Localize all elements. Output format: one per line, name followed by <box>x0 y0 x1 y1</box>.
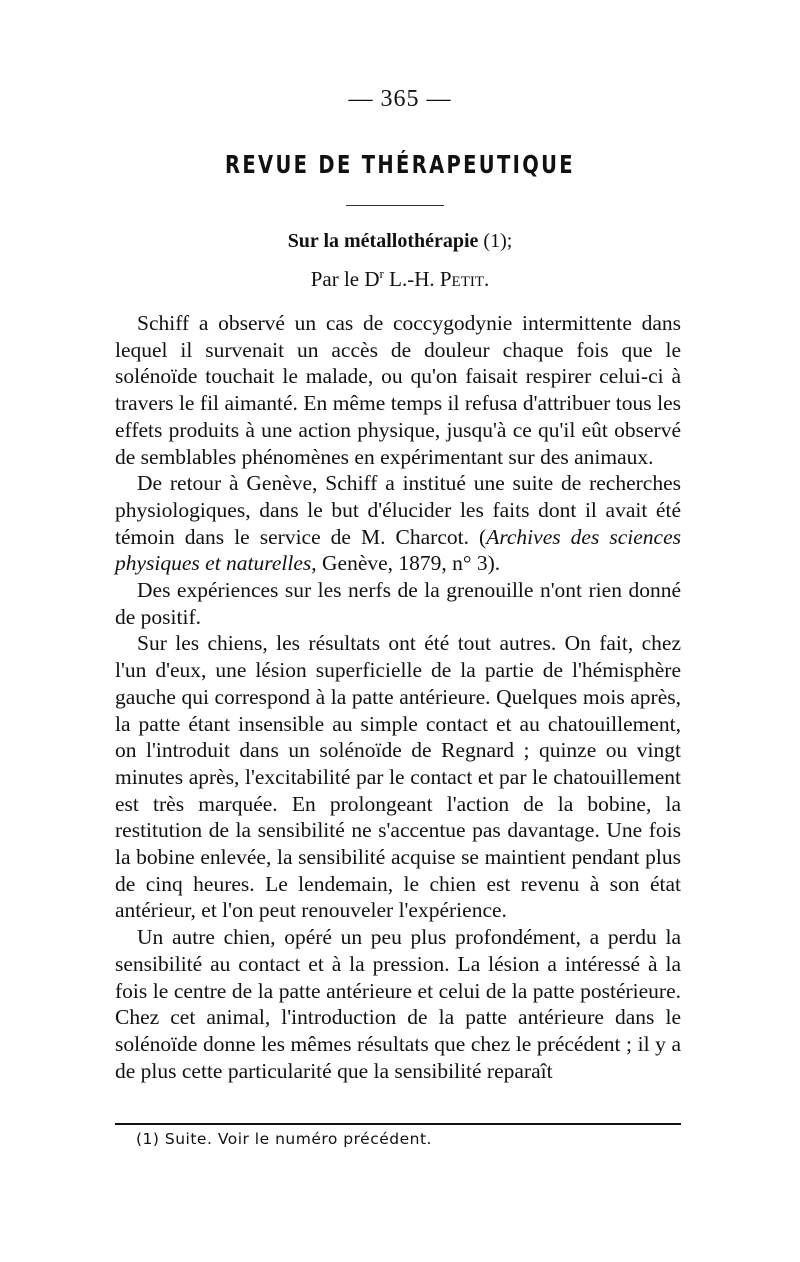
paragraph <box>115 470 681 577</box>
footnote-divider <box>115 1123 681 1125</box>
footnote: (1) Suite. Voir le numéro précédent. <box>136 1130 432 1148</box>
page-number: — 365 — <box>348 86 452 112</box>
citation-title: Archives des sciences physiques et naturelles <box>115 524 681 576</box>
footnote-reference: (1); <box>483 230 513 252</box>
paragraph-text: De retour à Genève, Schiff a institué une suite de recherches physiologiques, dans le but d'élucider les faits dont il avait été témoin dans le service de M. Charcot. ( <box>115 471 681 549</box>
paragraph-text: , Genève, 1879, n° 3). <box>311 551 501 576</box>
article-body <box>115 310 681 1084</box>
byline-prefix: Par le D <box>310 267 380 291</box>
paragraph: Des expériences sur les nerfs de la grenouille n'ont rien donné de positif. <box>115 578 681 629</box>
byline-superscript: r <box>379 266 384 281</box>
article-title <box>0 230 800 253</box>
paragraph: Schiff a observé un cas de coccygodynie intermittente dans lequel il survenait un accès de douleur chaque fois que le solénoïde touchait le malade, ou qu'on faisait respirer celui-ci à travers le fil aimanté. En même temps il refusa d'attribuer tous les effets produits à une action physique, jusqu'à ce qu'il eût observé de semblables phénomènes en expérimentant sur des animaux. <box>115 311 681 469</box>
title-divider <box>346 205 444 206</box>
article-title-text: Sur la métallothérapie <box>287 230 479 252</box>
section-title: REVUE DE THÉRAPEUTIQUE <box>225 150 575 179</box>
paragraph: Sur les chiens, les résultats ont été tout autres. On fait, chez l'un d'eux, une lésion superficielle de la partie de l'hémisphère gauche qui correspond à la patte antérieure. Quelques mois après, la patte étant insensible au simple contact et au chatouillement, on l'introduit dans un solénoïde de Regnard ; quinze ou vingt minutes après, l'excitabilité par le contact et par le chatouillement est très marquée. En prolongeant l'action de la bobine, la restitution de la sensibilité ne s'accentue pas davantage. Une fois la bobine enlevée, la sensibilité acquise se maintient pendant plus de cinq heures. Le lendemain, le chien est revenu à son état antérieur, et l'on peut renouveler l'expérience. <box>115 631 681 923</box>
paragraph: Un autre chien, opéré un peu plus profondément, a perdu la sensibilité au contact et à la pression. La lésion a intéressé à la fois le centre de la patte antérieure et celui de la patte postérieure. Chez cet animal, l'introduction de la patte antérieure dans le solénoïde donne les mêmes résultats que chez le précédent ; il y a de plus cette particularité que la sensibilité reparaît <box>115 925 681 1083</box>
byline <box>0 266 800 292</box>
author-name: L.-H. Petit. <box>389 267 490 291</box>
